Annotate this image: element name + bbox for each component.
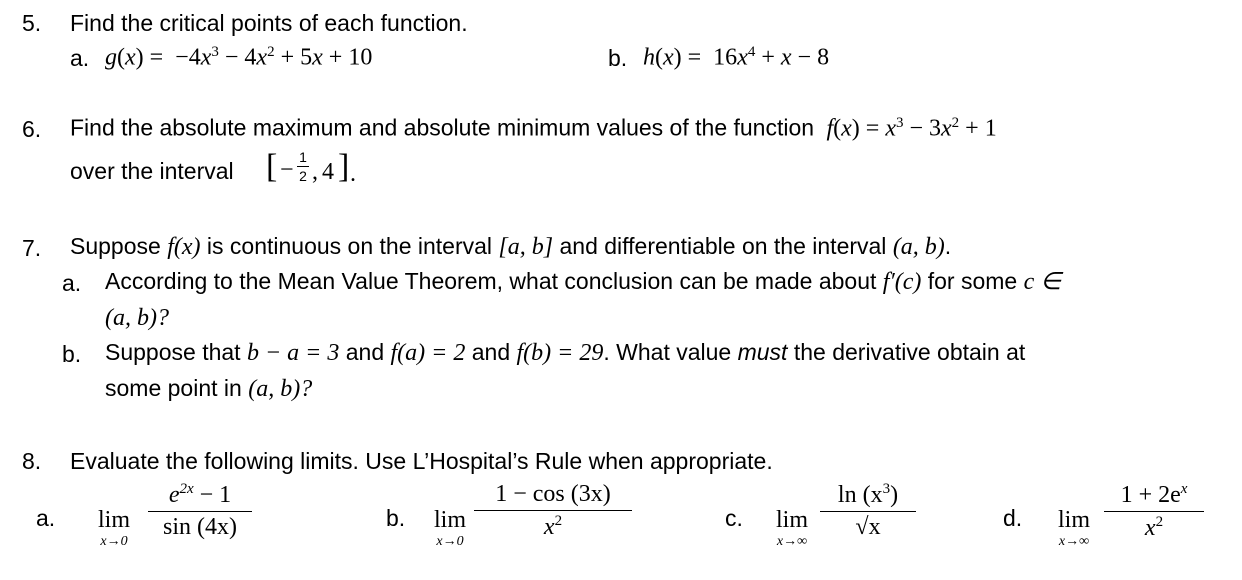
q5b-function: $h(x) = 16x^4 + x - 8$ <box>643 44 830 71</box>
q7b-must: must <box>737 339 788 365</box>
q5a-function: $g(x) = -4x^3 - 4x^2 + 5x + 10$ <box>105 44 373 71</box>
q5-number: 5. <box>22 10 42 36</box>
q6-interval-close-bracket: ] <box>338 148 350 185</box>
q8c-label: c. <box>725 505 743 531</box>
q8d-lim-word: lim <box>1058 507 1091 533</box>
q5b-label: b. <box>608 45 628 71</box>
q6-interval-comma: , <box>312 159 318 185</box>
q7b-fa: f(a) = 2 <box>390 340 466 366</box>
q7b-text <box>105 341 1025 365</box>
q7a-line2: (a, b)? <box>105 305 169 331</box>
q7-f: f(x) <box>167 234 201 260</box>
q8c-denominator: √x <box>855 514 881 540</box>
q8-number: 8. <box>22 448 42 474</box>
q7b-text-3: the derivative obtain at <box>787 339 1026 365</box>
q8-prompt: Evaluate the following limits. Use L’Hospital’s Rule when appropriate. <box>70 448 773 474</box>
q6-prompt: Find the absolute maximum and absolute minimum values of the function $f(x) = x^3 - 3x^2 + 1$ <box>70 114 997 142</box>
q7-text-2: is continuous on the interval <box>200 233 499 259</box>
q8d-numerator: $1 + 2e^x$ <box>1120 481 1188 508</box>
q6-number: 6. <box>22 116 42 142</box>
q8b-denominator: $x^2$ <box>543 513 563 540</box>
q6-fraction-numerator: 1 <box>299 149 307 165</box>
q8d-denominator: $x^2$ <box>1144 514 1164 541</box>
q7-prompt <box>70 235 951 259</box>
q6-interval-fraction <box>297 150 309 183</box>
q8a-numerator: $e^{2x} - 1$ <box>168 481 232 508</box>
q7b-bma: b − a = 3 <box>246 340 340 366</box>
q5-prompt: Find the critical points of each function. <box>70 10 468 36</box>
q6-line2: over the interval <box>70 158 234 184</box>
q6-interval-end: 4 <box>322 159 334 185</box>
q5a-label: a. <box>70 45 90 71</box>
q7-text-1: Suppose <box>70 233 168 259</box>
q7b-text-2: . What value <box>603 339 738 365</box>
q7-text-3: and differentiable on the interval <box>553 233 893 259</box>
q8a-fraction <box>148 482 252 539</box>
q8c-fraction <box>820 482 916 539</box>
q7b-fb: f(b) = 29 <box>516 340 604 366</box>
q6-fraction-denominator: 2 <box>299 168 307 184</box>
q8a-denominator: sin (4x) <box>163 514 237 540</box>
q8a-label: a. <box>36 505 56 531</box>
q6-interval-open-bracket: [ <box>266 148 278 185</box>
q6-prompt-text: Find the absolute maximum and absolute minimum values of the function <box>70 114 815 141</box>
q8d-label: d. <box>1003 505 1023 531</box>
q7a-text-2: for some <box>921 268 1024 294</box>
q6-period: . <box>350 161 356 187</box>
q7b-and-2: and <box>465 339 517 365</box>
q8c-lim <box>776 508 808 549</box>
q7a-cin: c ∈ <box>1023 269 1062 295</box>
q7-text-4: . <box>944 233 952 259</box>
q8b-fraction <box>474 482 632 539</box>
q7b-and-1: and <box>339 339 391 365</box>
q8c-lim-sub: x→∞ <box>776 534 808 549</box>
q8b-label: b. <box>386 505 406 531</box>
q7a-fprime: f′(c) <box>882 269 922 295</box>
q8b-numerator: 1 − cos (3x) <box>495 481 611 507</box>
q7b-line2 <box>105 377 312 401</box>
q8a-lim <box>98 508 130 549</box>
q6-interval-minus: − <box>280 157 294 183</box>
q8b-lim <box>434 508 466 549</box>
q7b-label: b. <box>62 341 82 367</box>
q8c-numerator: $\ln (x^3)$ <box>837 481 899 508</box>
q7-number: 7. <box>22 235 42 261</box>
q8d-lim <box>1058 508 1090 549</box>
q7a-text-1: According to the Mean Value Theorem, what conclusion can be made about <box>105 268 883 294</box>
q7b-line2-text: some point in <box>105 375 249 401</box>
q7-open-interval: (a, b) <box>892 234 945 260</box>
q8a-lim-word: lim <box>98 507 131 533</box>
q8c-lim-word: lim <box>776 507 809 533</box>
q7b-text-1: Suppose that <box>105 339 247 365</box>
q7a-text <box>105 270 1061 294</box>
q8a-lim-sub: x→0 <box>100 534 128 549</box>
q7b-line2-interval: (a, b)? <box>248 376 313 402</box>
q7a-label: a. <box>62 270 82 296</box>
q8d-fraction <box>1104 482 1204 540</box>
q8b-lim-sub: x→0 <box>436 534 464 549</box>
q8b-lim-word: lim <box>434 507 467 533</box>
q7-closed-interval: [a, b] <box>498 234 554 260</box>
q8d-lim-sub: x→∞ <box>1058 534 1090 549</box>
